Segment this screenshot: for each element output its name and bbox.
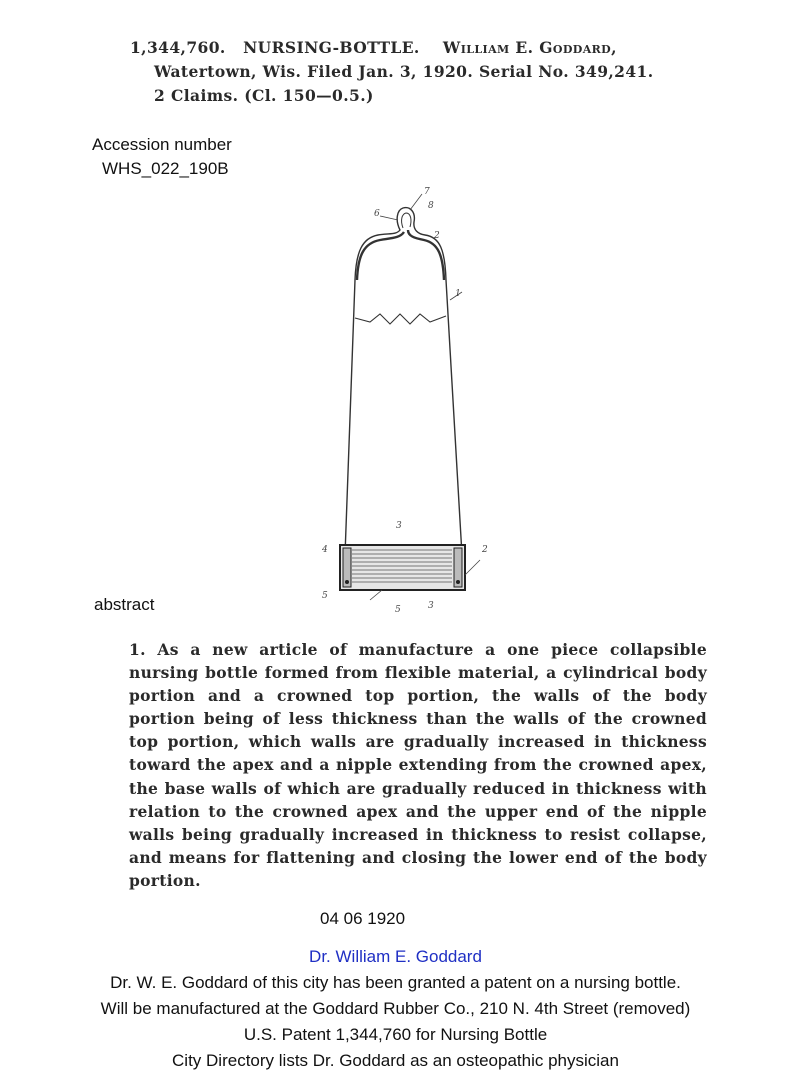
drawing-label: 7 [424,187,430,197]
footer-name: Dr. William E. Goddard [309,947,482,966]
accession-value: WHS_022_190B [102,159,229,178]
drawing-label: 1 [455,289,461,299]
drawing-label: 6 [374,209,380,219]
footer-line: U.S. Patent 1,344,760 for Nursing Bottle [243,1025,548,1044]
footer-line: Dr. W. E. Goddard of this city has been granted a patent on a nursing bottle. [110,973,681,992]
drawing-label: 8 [428,201,434,211]
drawing-label: 3 [428,601,434,611]
bottle-inner-wall [402,213,411,228]
patent-header-line-3: 2 Claims. (Cl. 150—0.5.) [154,86,374,105]
drawing-label: 2 [434,231,440,241]
publication-date: 04 06 1920 [320,909,406,928]
drawing-label: 2 [482,545,488,555]
patent-header-line-1 [130,36,720,60]
claim-text: 1. As a new article of manufacture a one piece collapsible nursing bottle formed from flexible material, a cylindrical body portion and a crowned top portion, the walls of the body portion being of less thickness than the walls of the crowned top portion, which walls are gradually increased in thickness toward the apex and a nipple extending from the crowned apex, the base walls of which are gradually reduced in thickness with relation to the crowned apex and the upper end of the nipple walls being gradually increased in thickness to resist collapse, and means for flattening and closing the lower end of the body portion. [129,640,707,890]
drawing-label: 5 [322,591,328,601]
patent-header [130,36,720,108]
patent-title: NURSING-BOTTLE. [243,38,420,57]
base-clamp [340,545,465,590]
patent-inventor: William E. Goddard, [442,38,617,57]
break-line [355,314,446,324]
patent-number: 1,344,760. [130,38,226,57]
footer-line: City Directory lists Dr. Goddard as an osteopathic physician [172,1051,619,1070]
patent-header-line-2: Watertown, Wis. Filed Jan. 3, 1920. Serial No. 349,241. [154,62,654,81]
bottle-outline [345,208,462,555]
drawing-label: 4 [322,545,328,555]
drawing-label: 5 [395,605,401,615]
accession-label: Accession number [92,135,232,154]
abstract-label: abstract [94,595,155,614]
footer-notes [0,944,791,1074]
patent-drawing [300,180,510,620]
drawing-label: 3 [396,521,402,531]
footer-line: Will be manufactured at the Goddard Rubber Co., 210 N. 4th Street (removed) [100,999,691,1018]
